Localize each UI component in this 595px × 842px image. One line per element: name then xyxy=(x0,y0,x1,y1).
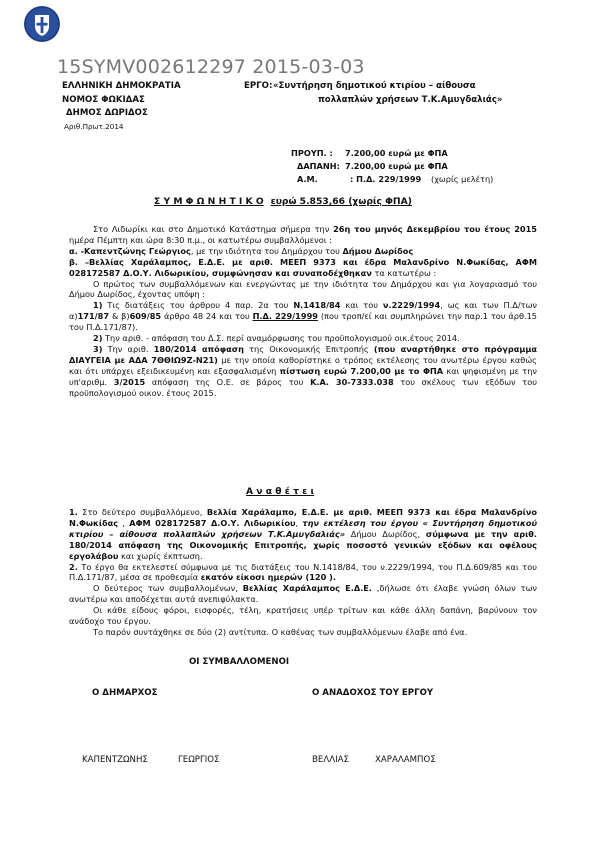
budget-note-3: (χωρίς μελέτη) xyxy=(431,174,494,184)
protocol-number: Αριθ.Πρωτ.2014 xyxy=(64,122,124,131)
project-label: ΕΡΓΟ: xyxy=(244,81,273,91)
header-municipality: ΔΗΜΟΣ ΔΩΡΙΔΟΣ xyxy=(66,108,148,118)
budget-label-3: Α.Μ. xyxy=(297,174,318,184)
budget-value-3: : Π.Δ. 229/1999 xyxy=(350,174,422,184)
award-acceptance: Ο δεύτερος των συμβαλλομένων, Βελλίας Χαράλαμπος Ε.Δ.Ε. ,δήλωσε ότι έλαβε γνώση όλων των ανωτέρω και αποδέχεται αυτά ανεπιφύλακτα. xyxy=(69,583,538,605)
intro-item-1: 1) Τις διατάξεις του άρθρου 4 παρ. 2α του Ν.1418/84 και του ν.2229/1994, ως και των Π.Δ/των α)171/87 & β)609/85 άρθρο 48 24 και του Π.Δ. 229/1999 (που τροπ/εί και συμπληρώνει την παρ.1 του άρθ.15 του Π.Δ.171/87). xyxy=(69,300,537,333)
project-line-2: πολλαπλών χρήσεων Τ.Κ.Αμυγδαλιάς» xyxy=(318,95,503,105)
award-item-1: 1. Στο δεύτερο συμβαλλόμενο, Βελλία Χαράλαμπο, Ε.Δ.Ε. με αριθ. ΜΕΕΠ 9373 και έδρα Μαλανδρίνο Ν.Φωκίδας , ΑΦΜ 028172587 Δ.Ο.Υ. Λιδωρικίου, την εκτέλεση του έργου « Συντήρηση δημοτικού κτιρίου – αίθουσα πολλαπλών χρήσεων Τ.Κ.Αμυγδαλιάς» Δήμου Δωρίδος, σύμφωνα με την αριθ. 180/2014 απόφαση της Οικονομικής Επιτροπής, χωρίς ποσοστό γενικών εξόδων και οφέλους εργολάβου και χωρίς έκπτωση. xyxy=(69,507,538,561)
greek-coat-of-arms-icon xyxy=(24,6,60,42)
title-amount: ευρώ 5.853,66 (χωρίς ΦΠΑ) xyxy=(270,196,412,207)
budget-value-2: 7.200,00 ευρώ με ΦΠΑ xyxy=(345,161,448,171)
document-title xyxy=(154,196,412,207)
intro-block xyxy=(69,224,537,399)
title-main: Σ Υ Μ Φ Ω Ν Η Τ Ι Κ Ο xyxy=(154,196,264,207)
intro-p1: Στο Λιδωρίκι και στο Δημοτικό Κατάστημα σήμερα την 26η του μηνός Δεκεμβρίου του έτους 2015 ημέρα Πέμπτη και ώρα 8:30 π.μ., οι κατωτέρω συμβαλλόμενοι : xyxy=(69,224,538,245)
mayor-first-name: ΓΕΩΡΓΙΟΣ xyxy=(178,755,220,765)
signatures-heading: ΟΙ ΣΥΜΒΑΛΛΟΜΕΝΟΙ xyxy=(189,657,290,667)
award-block xyxy=(69,507,537,638)
section-heading: Α ν α θ έ τ ε ι xyxy=(246,486,315,497)
mayor-surname: ΚΑΠΕΝΤΖΩΝΗΣ xyxy=(82,755,148,765)
award-item-2: 2. Το έργο θα εκτελεστεί σύμφωνα με τις διατάξεις του Ν.1418/84, του ν.2229/1994, του Π.Δ.609/85 και του Π.Δ.171/87, μέσα σε προθεσμία εκατόν είκοσι ημερών (120 ). xyxy=(69,561,537,583)
contractor-surname: ΒΕΛΛΙΑΣ xyxy=(312,755,349,765)
award-copies: Το παρόν συντάχθηκε σε δύο (2) αντίτυπα. Ο καθένας των συμβαλλόμενων έλαβε από ένα. xyxy=(93,626,468,637)
intro-item-2: 2) Την αριθ. - απόφαση του Δ.Σ. περί αναμόρφωσης του προϋπολογισμού οικ.έτους 2014. xyxy=(93,333,460,344)
watermark: 15SYMV002612297 2015-03-03 xyxy=(57,56,365,78)
budget-label-2: ΔΑΠΑΝΗ: xyxy=(297,161,340,171)
header-country: ΕΛΛΗΝΙΚΗ ΔΗΜΟΚΡΑΤΙΑ xyxy=(62,81,181,91)
party-b: β. –Βελλίας Χαράλαμπος, Ε.Δ.Ε. με αριθ. ΜΕΕΠ 9373 και έδρα Μαλανδρίνο Ν.Φωκίδας, ΑΦΜ 028172587 Δ.Ο.Υ. Λιδωρικίου, συμφώνησαν και συναποδέχθηκαν τα κατωτέρω : xyxy=(69,256,538,278)
intro-item-3: 3) Την αριθ. 180/2014 απόφαση της Οικονομικής Επιτροπής (που αναρτήθηκε στο πρόγραμμα ΔΙΑΥΓΕΙΑ με ΑΔΑ 7ΘΘΙΩ9Ζ-Ν21) με την οποία καθορίστηκε ο τρόπος εκτέλεσης του ανωτέρω έργου καθώς και ότι υπάρχει εξειδικευμένη και εξασφαλισμένη πίστωση ευρώ 7.200,00 με το ΦΠΑ και ψηφισμένη με την υπ'αριθμ. 3/2015 απόφαση της Ο.Ε. σε βάρος του Κ.Α. 30-7333.038 του σκέλους των εξόδων του προϋπολογισμού οικον. έτους 2015. xyxy=(69,343,537,398)
budget-value-1: 7.200,00 ευρώ με ΦΠΑ xyxy=(345,148,448,158)
contractor-first-name: ΧΑΡΑΛΑΜΠΟΣ xyxy=(375,755,436,765)
party-a: α. -Καπεντζώνης Γεώργιος, με την ιδιότητα του Δημάρχου του Δήμου Δωρίδος xyxy=(69,245,414,256)
contractor-role: Ο ΑΝΑΔΟΧΟΣ ΤΟΥ ΕΡΓΟΥ xyxy=(312,688,434,698)
mayor-role: Ο ΔΗΜΑΡΧΟΣ xyxy=(92,688,158,698)
award-taxes: Οι κάθε είδους φόροι, εισφορές, τέλη, κρατήσεις υπέρ τρίτων και κάθε άλλη δαπάνη, βαρύνουν τον ανάδοχο του έργου. xyxy=(69,605,537,627)
project-line-1: «Συντήρηση δημοτικού κτιρίου – αίθουσα xyxy=(273,81,476,91)
intro-p2: Ο πρώτος των συμβαλλόμενων και ενεργώντας με την ιδιότητα του Δημάρχου και για λογαριασμό του Δήμου Δωρίδος, έχοντας υπόψη : xyxy=(69,278,537,300)
budget-label-1: ΠΡΟΥΠ. : xyxy=(291,148,333,158)
header-prefecture: ΝΟΜΟΣ ΦΩΚΙΔΑΣ xyxy=(62,95,145,105)
